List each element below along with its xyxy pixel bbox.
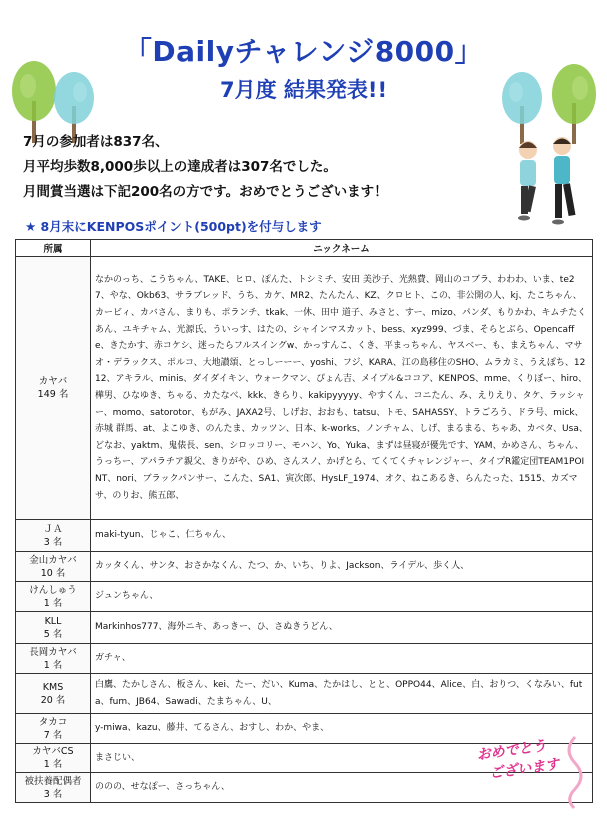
column-header-names: ニックネーム [91, 240, 593, 257]
group-name: カヤバ [38, 376, 68, 387]
column-header-group: 所属 [16, 240, 91, 257]
table-row [16, 714, 593, 744]
member-names: カッタくん、サンタ、おさかなくん、たつ、か、いち、りよ、Jackson、ライデル、歩く人、 [91, 552, 593, 582]
member-names: まさじい、 [91, 744, 593, 773]
group-count: 7 名 [43, 729, 63, 741]
intro-winners: 月間賞当選は下記200名の方です。おめでとうございます！ [23, 184, 388, 200]
group-count: 20 名 [40, 694, 66, 706]
table-row [16, 520, 593, 552]
table-row [16, 257, 593, 520]
group-cell [16, 582, 91, 612]
member-names: maki-tyun、じゃこ、仁ちゃん、 [91, 520, 593, 552]
group-name: KMS [42, 681, 64, 693]
ribbon-decoration-icon [560, 735, 590, 810]
table-row [16, 674, 593, 714]
group-count: 1 名 [43, 597, 63, 609]
table-row [16, 582, 593, 612]
group-count: 5 名 [43, 628, 63, 640]
group-name: けんしゅう [29, 584, 77, 596]
group-name: KLL [44, 615, 62, 627]
group-cell [16, 773, 91, 803]
trees-right-illustration [492, 58, 602, 148]
group-count: 3 名 [43, 788, 63, 800]
group-cell [16, 257, 91, 520]
member-names: ガチャ、 [91, 644, 593, 674]
table-row [16, 552, 593, 582]
intro-achievers: 月平均歩数8,000歩以上の達成者は307名でした。 [23, 159, 337, 175]
group-name: 長岡カヤバ [29, 646, 77, 658]
group-count: 1 名 [43, 659, 63, 671]
group-count: 10 名 [40, 567, 66, 579]
group-count: 1 名 [43, 759, 63, 770]
group-name: タカコ [38, 716, 68, 728]
group-name: 金山カヤバ [29, 554, 77, 566]
points-note: ★ 8月末にKENPOSポイント(500pt)を付与します [25, 219, 322, 234]
group-cell [16, 612, 91, 644]
group-name: 被扶養配偶者 [24, 775, 82, 787]
group-cell [16, 674, 91, 714]
member-names: Markinhos777、海外ニキ、あっきー、ひ、さぬきうどん、 [91, 612, 593, 644]
member-names: 白鷹、たかしさん、板さん、kei、たー、だい、Kuma、たかはし、とと、OPPO44、Alice、白、おりつ、くなみい、futa、fum、JB64、Sawadi、たまちゃん、U、 [91, 674, 593, 714]
group-count: 149 名 [37, 389, 69, 400]
results-table [15, 239, 593, 803]
table-row [16, 612, 593, 644]
group-cell [16, 714, 91, 744]
intro-text [23, 130, 388, 205]
congrats-line2: ございます [488, 756, 561, 782]
group-cell [16, 552, 91, 582]
group-cell [16, 644, 91, 674]
group-count: 3 名 [43, 536, 63, 548]
runners-illustration [500, 136, 590, 231]
group-cell [16, 744, 91, 773]
group-name: カヤバCS [32, 746, 74, 757]
congrats-line1: おめでとう [475, 738, 548, 764]
page-subtitle: 7月度 結果発表!! [219, 78, 388, 102]
member-names: ののの、せなぽー、さっちゃん、 [91, 773, 593, 803]
table-header-row [16, 240, 593, 257]
table-row [16, 644, 593, 674]
member-names: ジュンちゃん、 [91, 582, 593, 612]
group-name: ＪＡ [43, 523, 63, 535]
intro-participants: 7月の参加者は837名、 [23, 134, 169, 150]
group-cell [16, 520, 91, 552]
member-names: y-miwa、kazu、藤井、てるさん、おすし、わか、やま、 [91, 714, 593, 744]
page-title: 「Dailyチャレンジ8000」 [123, 35, 484, 68]
member-names: なかのっち、こうちゃん、TAKE、ヒロ、ぽんた、トシミチ、安田 美沙子、光熱費、岡山のコブラ、わわわ、いま、te27、やな、Okb63、サラブレッド、うち、カケ、MR2、たんたん、KZ、クロヒト、この、非公開の人、kj、たこちゃん、カービィ、カバさん、まりも、ポランチ、tkak、一休、田中 道子、みさと、すー、mizo、パンダ、もりかわ、キムチたくあん、ユキチャム、光源氏、ういっす、はたの、シャインマスカット、bess、xyz999、づま、そらとぶら、Opencaffe、きたかす、赤コケシ、迷ったらフルスイングw、かっすんこ、くき、平まっちゃん、ヤスベー、も、まえちゃん、マサオ・デラックス、ポルコ、大地讃頌、とっしーーー、yoshi、フジ、KARA、江の島移住のSHO、ムラカミ、うえぽち、1212、アキラル、minis、ダイダイキン、ウォークマン、ぴょん吉、メイプル&ココア、KENPOS、mme、くりぼー、hiro、樺男、ひなゆき、ちゃる、カたなべ、kkk、きらり、kakipyyyyy、やすくん、コニたん、み、えりえり、タケ、ラッシャー、momo、satorotor、もがみ、JAXA2号、しげお、おおも、tatsu、トモ、SAHASSY、トラごろう、ドラ号、mick、赤城 群馬、at、よこゆき、のんたま、カッツン、日本、k-works、ノンチャム、しげ、まるまる、ちゃあ、カベタ、Usa、どなお、yaktm、鬼俵長、sen、シロッコリー、モハン、Yo、Yuka、まずは昼寝が優先です、YAM、かめさん、ちゃん、うっちー、アパラチア親父、きりがや、ひめ、さんスノ、かげとら、てくてくチャレンジャー、タイプR鑑定団TEAM1POINT、nori、ブラックパンサー、こんた、SA1、寅次郎、HysLF_1974、オク、ねこあるき、らんたった、1515、カズマサ、のりお、熊五郎、 [91, 257, 593, 520]
